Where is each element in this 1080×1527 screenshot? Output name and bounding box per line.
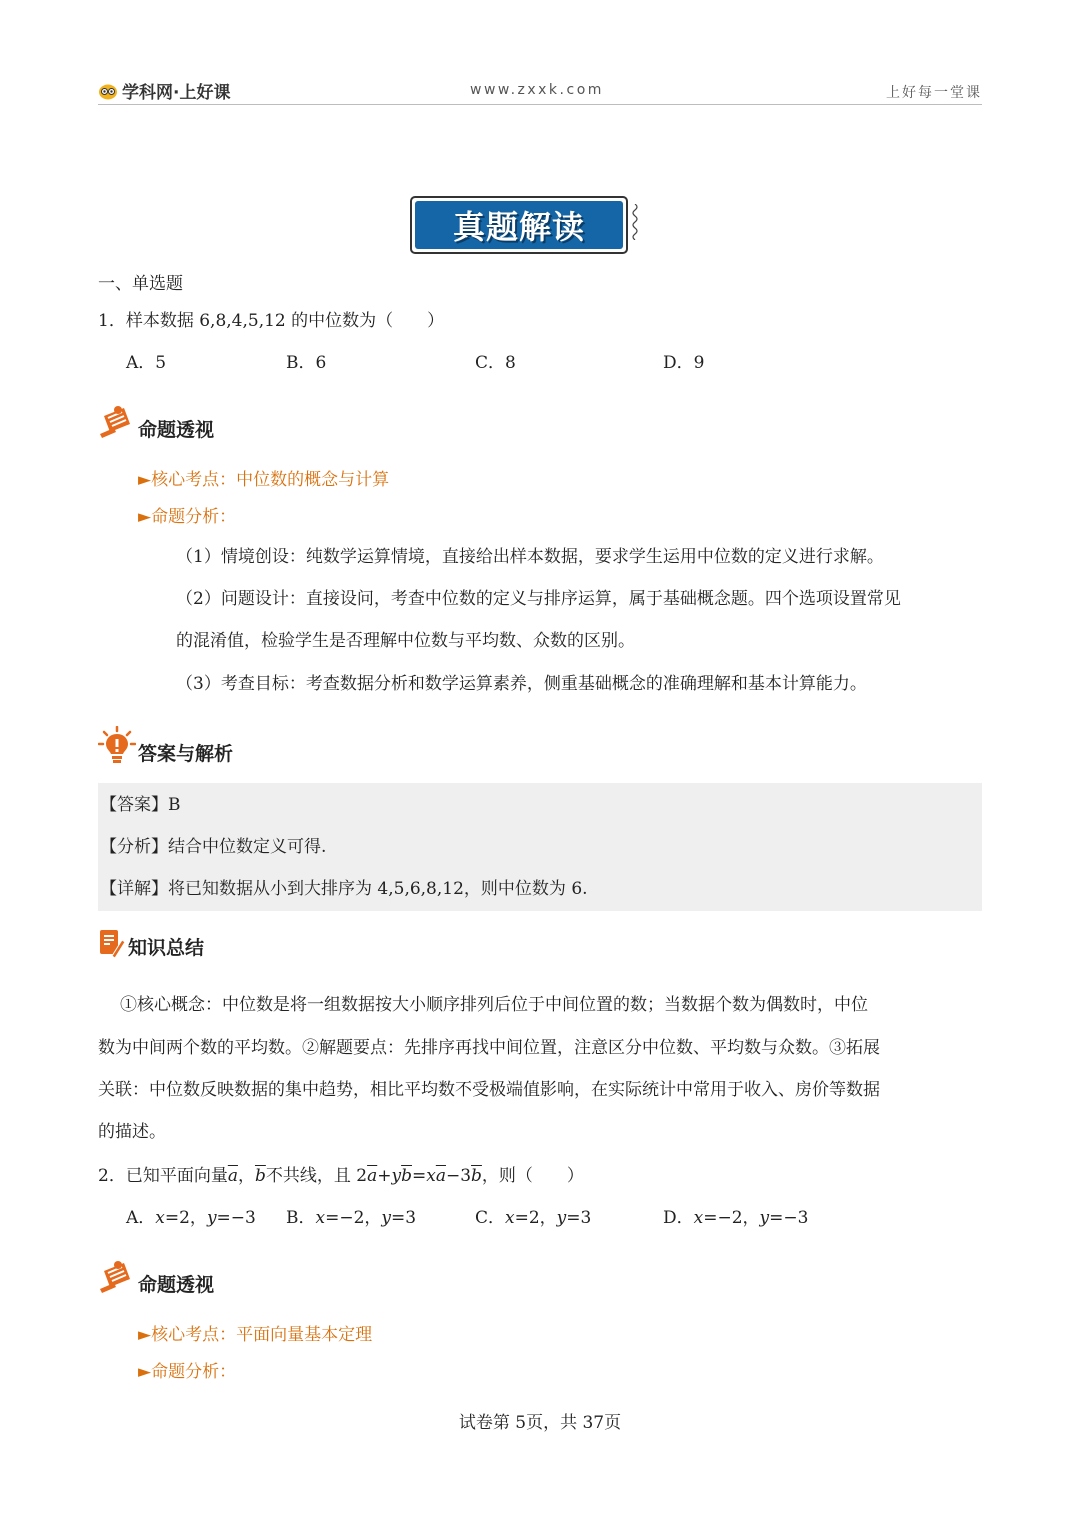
vector-b: $\overline{b}$ <box>254 1166 266 1186</box>
logo <box>98 78 230 103</box>
q2-option-a-xv: =2， <box>164 1208 207 1228</box>
q2-prefix: 2．已知平面向量 <box>98 1166 228 1186</box>
clipboard-pen-icon <box>98 404 136 442</box>
q2-option-b-x: x <box>315 1208 326 1228</box>
core-point-2 <box>138 1325 372 1345</box>
q2-option-a <box>126 1208 256 1228</box>
q2-option-b-yv: =3 <box>391 1208 417 1228</box>
q2-option-c-x: x <box>505 1208 515 1228</box>
analysis-1-p3: （3）考查目标：考查数据分析和数学运算素养，侧重基础概念的准确理解和基本计算能力。 <box>176 674 867 694</box>
analysis-heading-2 <box>98 1259 214 1297</box>
answer-heading <box>98 726 233 766</box>
q2-minus3: −3 <box>445 1166 472 1186</box>
page-footer: 试卷第 5页，共 37页 <box>458 1413 622 1433</box>
summary-line-4: 的描述。 <box>98 1122 166 1142</box>
q2-option-c-yv: =3 <box>566 1208 592 1228</box>
analysis-heading-2-text: 命题透视 <box>138 1274 215 1296</box>
q2-option-c-xv: =2， <box>514 1208 557 1228</box>
answer-analysis-line: 【分析】结合中位数定义可得. <box>100 837 327 857</box>
q2-option-b <box>286 1208 416 1228</box>
analysis-heading-1 <box>98 404 214 442</box>
q2-option-d <box>663 1208 808 1228</box>
q2-option-d-letter: D． <box>663 1208 694 1228</box>
q2-plus: + <box>377 1166 392 1186</box>
q2-equals: = <box>411 1166 427 1186</box>
q2-option-a-letter: A． <box>126 1208 156 1228</box>
q2-option-a-yv: =−3 <box>216 1208 256 1228</box>
analysis-label-2: ►命题分析： <box>138 1362 237 1382</box>
answer-line: 【答案】B <box>100 795 181 815</box>
logo-text: 学科网·上好课 <box>122 83 231 103</box>
summary-line-1: ①核心概念：中位数是将一组数据按大小顺序排列后位于中间位置的数；当数据个数为偶数时，中位 <box>120 995 868 1015</box>
q1-option-a: A．5 <box>126 353 167 373</box>
answer-heading-text: 答案与解析 <box>138 743 234 765</box>
question-1-stem: 1．样本数据 6,8,4,5,12 的中位数为（ ） <box>98 311 445 331</box>
q2-option-a-y: y <box>206 1208 217 1228</box>
summary-line-3: 关联：中位数反映数据的集中趋势，相比平均数不受极端值影响，在实际统计中常用于收入、房价等数据 <box>98 1080 880 1100</box>
core-point-1-label: ►核心考点： <box>138 470 237 490</box>
vector-a-2: $\overline{a}$ <box>367 1166 378 1186</box>
vector-a-3: $\overline{a}$ <box>435 1166 446 1186</box>
q2-mid: 不共线，且 2 <box>265 1166 368 1186</box>
q2-option-d-xv: =−2， <box>703 1208 760 1228</box>
q2-option-a-x: x <box>155 1208 165 1228</box>
q2-option-c-letter: C． <box>475 1208 506 1228</box>
q2-option-d-x: x <box>693 1208 704 1228</box>
site-url: www.zxxk.com <box>470 82 604 98</box>
q2-option-d-y: y <box>759 1208 770 1228</box>
notebook-pen-icon <box>98 928 126 960</box>
analysis-1-p2b: 的混淆值，检验学生是否理解中位数与平均数、众数的区别。 <box>176 631 635 651</box>
q1-option-d: D．9 <box>663 353 705 373</box>
summary-heading-text: 知识总结 <box>128 937 205 959</box>
q2-option-b-letter: B． <box>286 1208 316 1228</box>
q2-option-b-xv: =−2， <box>325 1208 382 1228</box>
header-motto: 上好每一堂课 <box>886 85 982 101</box>
banner-title: 真题解读 <box>415 201 623 249</box>
section-type-heading: 一、单选题 <box>98 274 183 294</box>
q2-comma: ， <box>237 1166 255 1186</box>
q2-option-b-y: y <box>381 1208 392 1228</box>
lightbulb-icon <box>98 726 136 766</box>
q1-option-b: B．6 <box>286 353 327 373</box>
vector-a: $\overline{a}$ <box>227 1166 238 1186</box>
clipboard-pen-icon <box>98 1259 136 1297</box>
question-2-stem <box>98 1166 584 1186</box>
page-header <box>98 76 982 105</box>
var-x: x <box>426 1166 436 1186</box>
vector-b-2: $\overline{b}$ <box>401 1166 412 1186</box>
summary-line-2: 数为中间两个数的平均数。②解题要点：先排序再找中间位置，注意区分中位数、平均数与众数。③拓展 <box>98 1038 880 1058</box>
summary-heading <box>98 928 204 960</box>
section-banner <box>410 196 628 254</box>
var-y: y <box>391 1166 402 1186</box>
owl-logo-icon <box>98 82 118 100</box>
analysis-heading-1-text: 命题透视 <box>138 419 215 441</box>
analysis-1-p2a: （2）问题设计：直接设问，考查中位数的定义与排序运算，属于基础概念题。四个选项设置常见 <box>176 589 901 609</box>
q2-option-c <box>475 1208 591 1228</box>
core-point-2-label: ►核心考点： <box>138 1325 237 1345</box>
q2-option-c-y: y <box>556 1208 567 1228</box>
q2-option-d-yv: =−3 <box>769 1208 809 1228</box>
answer-detail-line: 【详解】将已知数据从小到大排序为 4,5,6,8,12，则中位数为 6. <box>100 879 588 899</box>
core-point-1 <box>138 470 389 490</box>
vector-b-3: $\overline{b}$ <box>471 1166 482 1186</box>
squiggle-decoration-icon <box>630 204 640 240</box>
core-point-2-value: 平面向量基本定理 <box>236 1325 373 1345</box>
q1-option-c: C．8 <box>475 353 516 373</box>
q2-suffix: ，则（ ） <box>481 1166 584 1186</box>
analysis-1-p1: （1）情境创设：纯数学运算情境，直接给出样本数据，要求学生运用中位数的定义进行求解。 <box>176 547 884 567</box>
analysis-label-1: ►命题分析： <box>138 507 237 527</box>
core-point-1-value: 中位数的概念与计算 <box>236 470 390 490</box>
